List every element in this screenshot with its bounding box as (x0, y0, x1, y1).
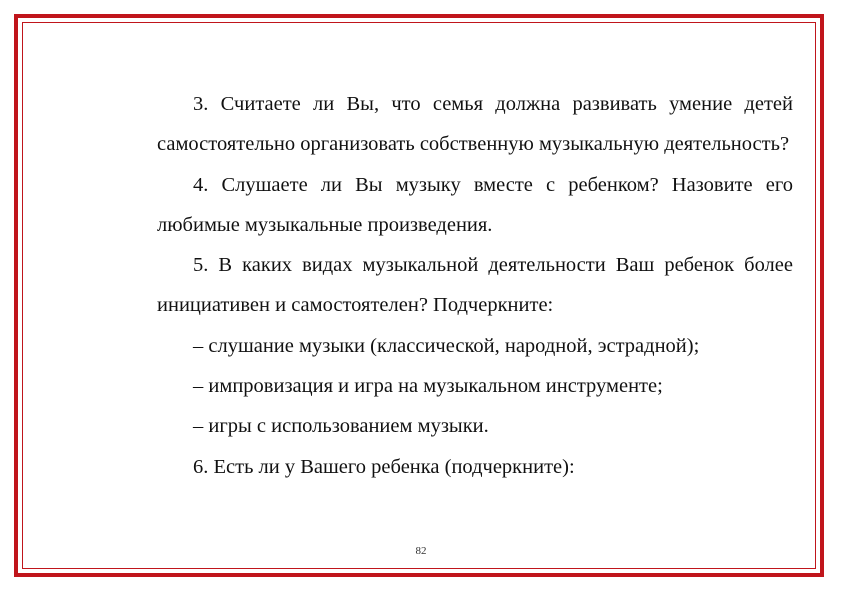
option-improvisation: – импровизация и игра на музыкальном инструменте; (193, 375, 663, 398)
question-5: 5. В каких видах музыкальной деятельности Ваш ребенок более инициативен и самостоятелен? Подчеркните: (157, 254, 793, 317)
question-6: 6. Есть ли у Вашего ребенка (подчеркните): (193, 455, 575, 478)
option-music-games: – игры с использованием музыки. (193, 415, 489, 438)
questionnaire-text (157, 84, 793, 487)
question-3: 3. Считаете ли Вы, что семья должна развивать умение детей самостоятельно организовать собственную музыкальную деятельность? (157, 93, 793, 156)
option-listening: – слушание музыки (классической, народной, эстрадной); (193, 334, 700, 357)
page-number: 82 (415, 545, 427, 557)
question-4: 4. Слушаете ли Вы музыку вместе с ребенком? Назовите его любимые музыкальные произведения. (157, 173, 793, 236)
